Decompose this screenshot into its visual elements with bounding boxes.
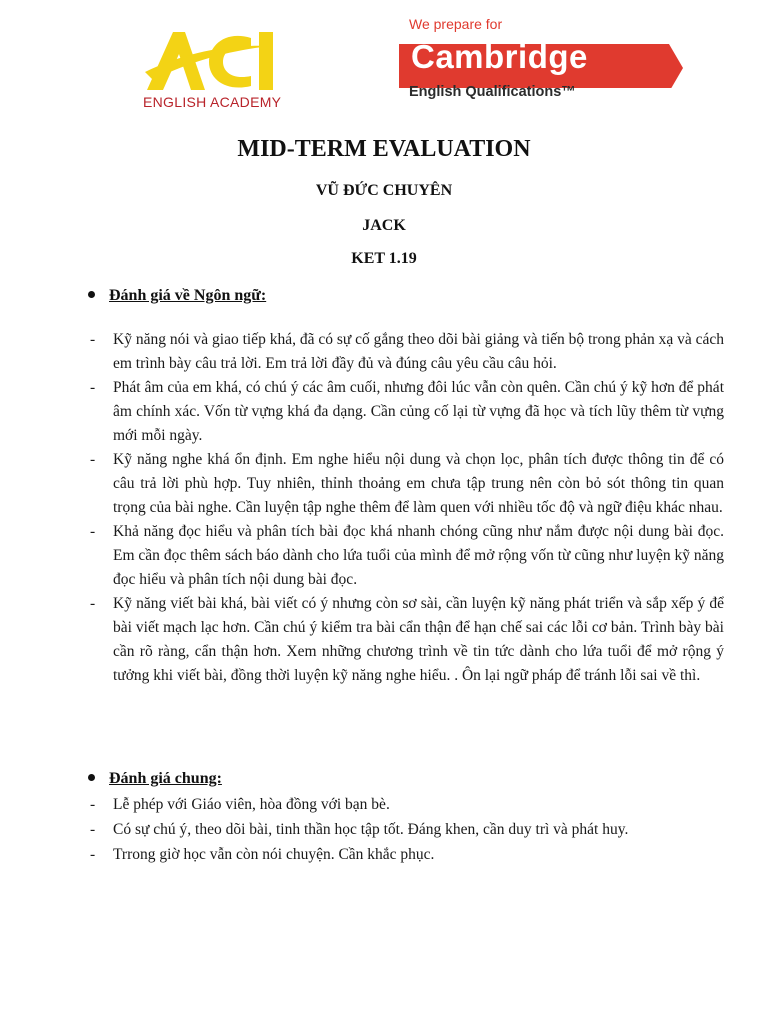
list-item-text: Có sự chú ý, theo dõi bài, tinh thần học tập tốt. Đáng khen, cần duy trì và phát huy. [113, 821, 629, 838]
dash-marker: - [90, 796, 96, 813]
section-heading-label: Đánh giá về Ngôn ngữ: [109, 287, 267, 304]
dash-marker: - [90, 379, 96, 396]
list-item [88, 448, 724, 520]
list-item-text: Khả năng đọc hiểu và phân tích bài đọc khá nhanh chóng cũng như nắm được nội dung bài đọc. Em cần đọc thêm sách báo dành cho lứa tuổi của mình để mở rộng vốn từ cũng như luyện kỹ năng đọc hiểu và phân tích nội dung bài đọc. [113, 523, 724, 588]
list-item [88, 842, 724, 867]
aci-logo-text: ACI [143, 24, 145, 25]
bullet-dot-icon [88, 774, 95, 781]
aci-caption: ENGLISH ACADEMY [143, 94, 282, 110]
list-item-text: Kỹ năng nói và giao tiếp khá, đã có sự cố gắng theo dõi bài giảng và tiến bộ trong phản xạ và cách em trình bày câu trả lời. Em trả lời đầy đủ và đúng câu yêu cầu câu hỏi. [113, 331, 725, 372]
aci-logo [143, 24, 285, 110]
list-item-text: Phát âm của em khá, có chú ý các âm cuối, nhưng đôi lúc vẫn còn quên. Cần chú ý kỹ hơn để phát âm chính xác. Vốn từ vựng khá đa dạng. Cần củng cố lại từ vựng đã học và tích lũy thêm từ vựng mới mỗi ngày. [113, 379, 724, 444]
dash-marker: - [90, 451, 96, 468]
list-item [88, 328, 724, 376]
cambridge-qualifications: English Qualifications™ [409, 84, 576, 100]
dash-marker: - [90, 595, 96, 612]
list-item-text: Kỹ năng nghe khá ổn định. Em nghe hiểu nội dung và chọn lọc, phân tích được thông tin để có câu trả lời phù hợp. Tuy nhiên, thỉnh thoảng em chưa tập trung nên còn bỏ sót thông tin quan trọng của bài nghe. Cần luyện tập nghe thêm để làm quen với nhiều tốc độ và ngữ điệu khác nhau. [113, 451, 724, 516]
language-evaluation-list [88, 328, 724, 688]
english-name: JACK [362, 217, 406, 234]
list-item [88, 817, 724, 842]
dash-marker: - [90, 523, 96, 540]
list-item-text: Lễ phép với Giáo viên, hòa đồng với bạn bè. [113, 796, 390, 813]
cambridge-tagline: We prepare for [409, 16, 503, 32]
list-item-text: Trrong giờ học vẫn còn nói chuyện. Cần khắc phục. [113, 846, 435, 863]
aci-logo-mark [143, 24, 285, 94]
dash-marker: - [90, 331, 96, 348]
cambridge-logo [399, 16, 689, 106]
bullet-dot-icon [88, 291, 95, 298]
dash-marker: - [90, 821, 96, 838]
document-title: MID-TERM EVALUATION [237, 136, 531, 162]
class-code: KET 1.19 [351, 250, 417, 267]
list-item [88, 376, 724, 448]
list-item-text: Kỹ năng viết bài khá, bài viết có ý nhưng còn sơ sài, cần luyện kỹ năng phát triển và sắp xếp ý để bài viết mạch lạc hơn. Cần chú ý kiểm tra bài cẩn thận để hạn chế sai các lỗi cơ bản. Trình bày bài cần rõ ràng, cẩn thận hơn. Xem những chương trình về tin tức dành cho lứa tuổi để mở rộng ý tưởng khi viết bài, đồng thời luyện kỹ năng nghe hiểu. . Ôn lại ngữ pháp để tránh lỗi sai về thì. [113, 595, 724, 684]
list-item [88, 520, 724, 592]
section-heading-label: Đánh giá chung: [109, 770, 222, 787]
dash-marker: - [90, 846, 96, 863]
general-evaluation-list [88, 792, 724, 867]
section-heading-general [88, 770, 222, 788]
list-item [88, 792, 724, 817]
cambridge-name: Cambridge [411, 38, 588, 75]
section-heading-language [88, 287, 266, 305]
list-item [88, 592, 724, 688]
student-name: VŨ ĐỨC CHUYÊN [315, 182, 453, 199]
